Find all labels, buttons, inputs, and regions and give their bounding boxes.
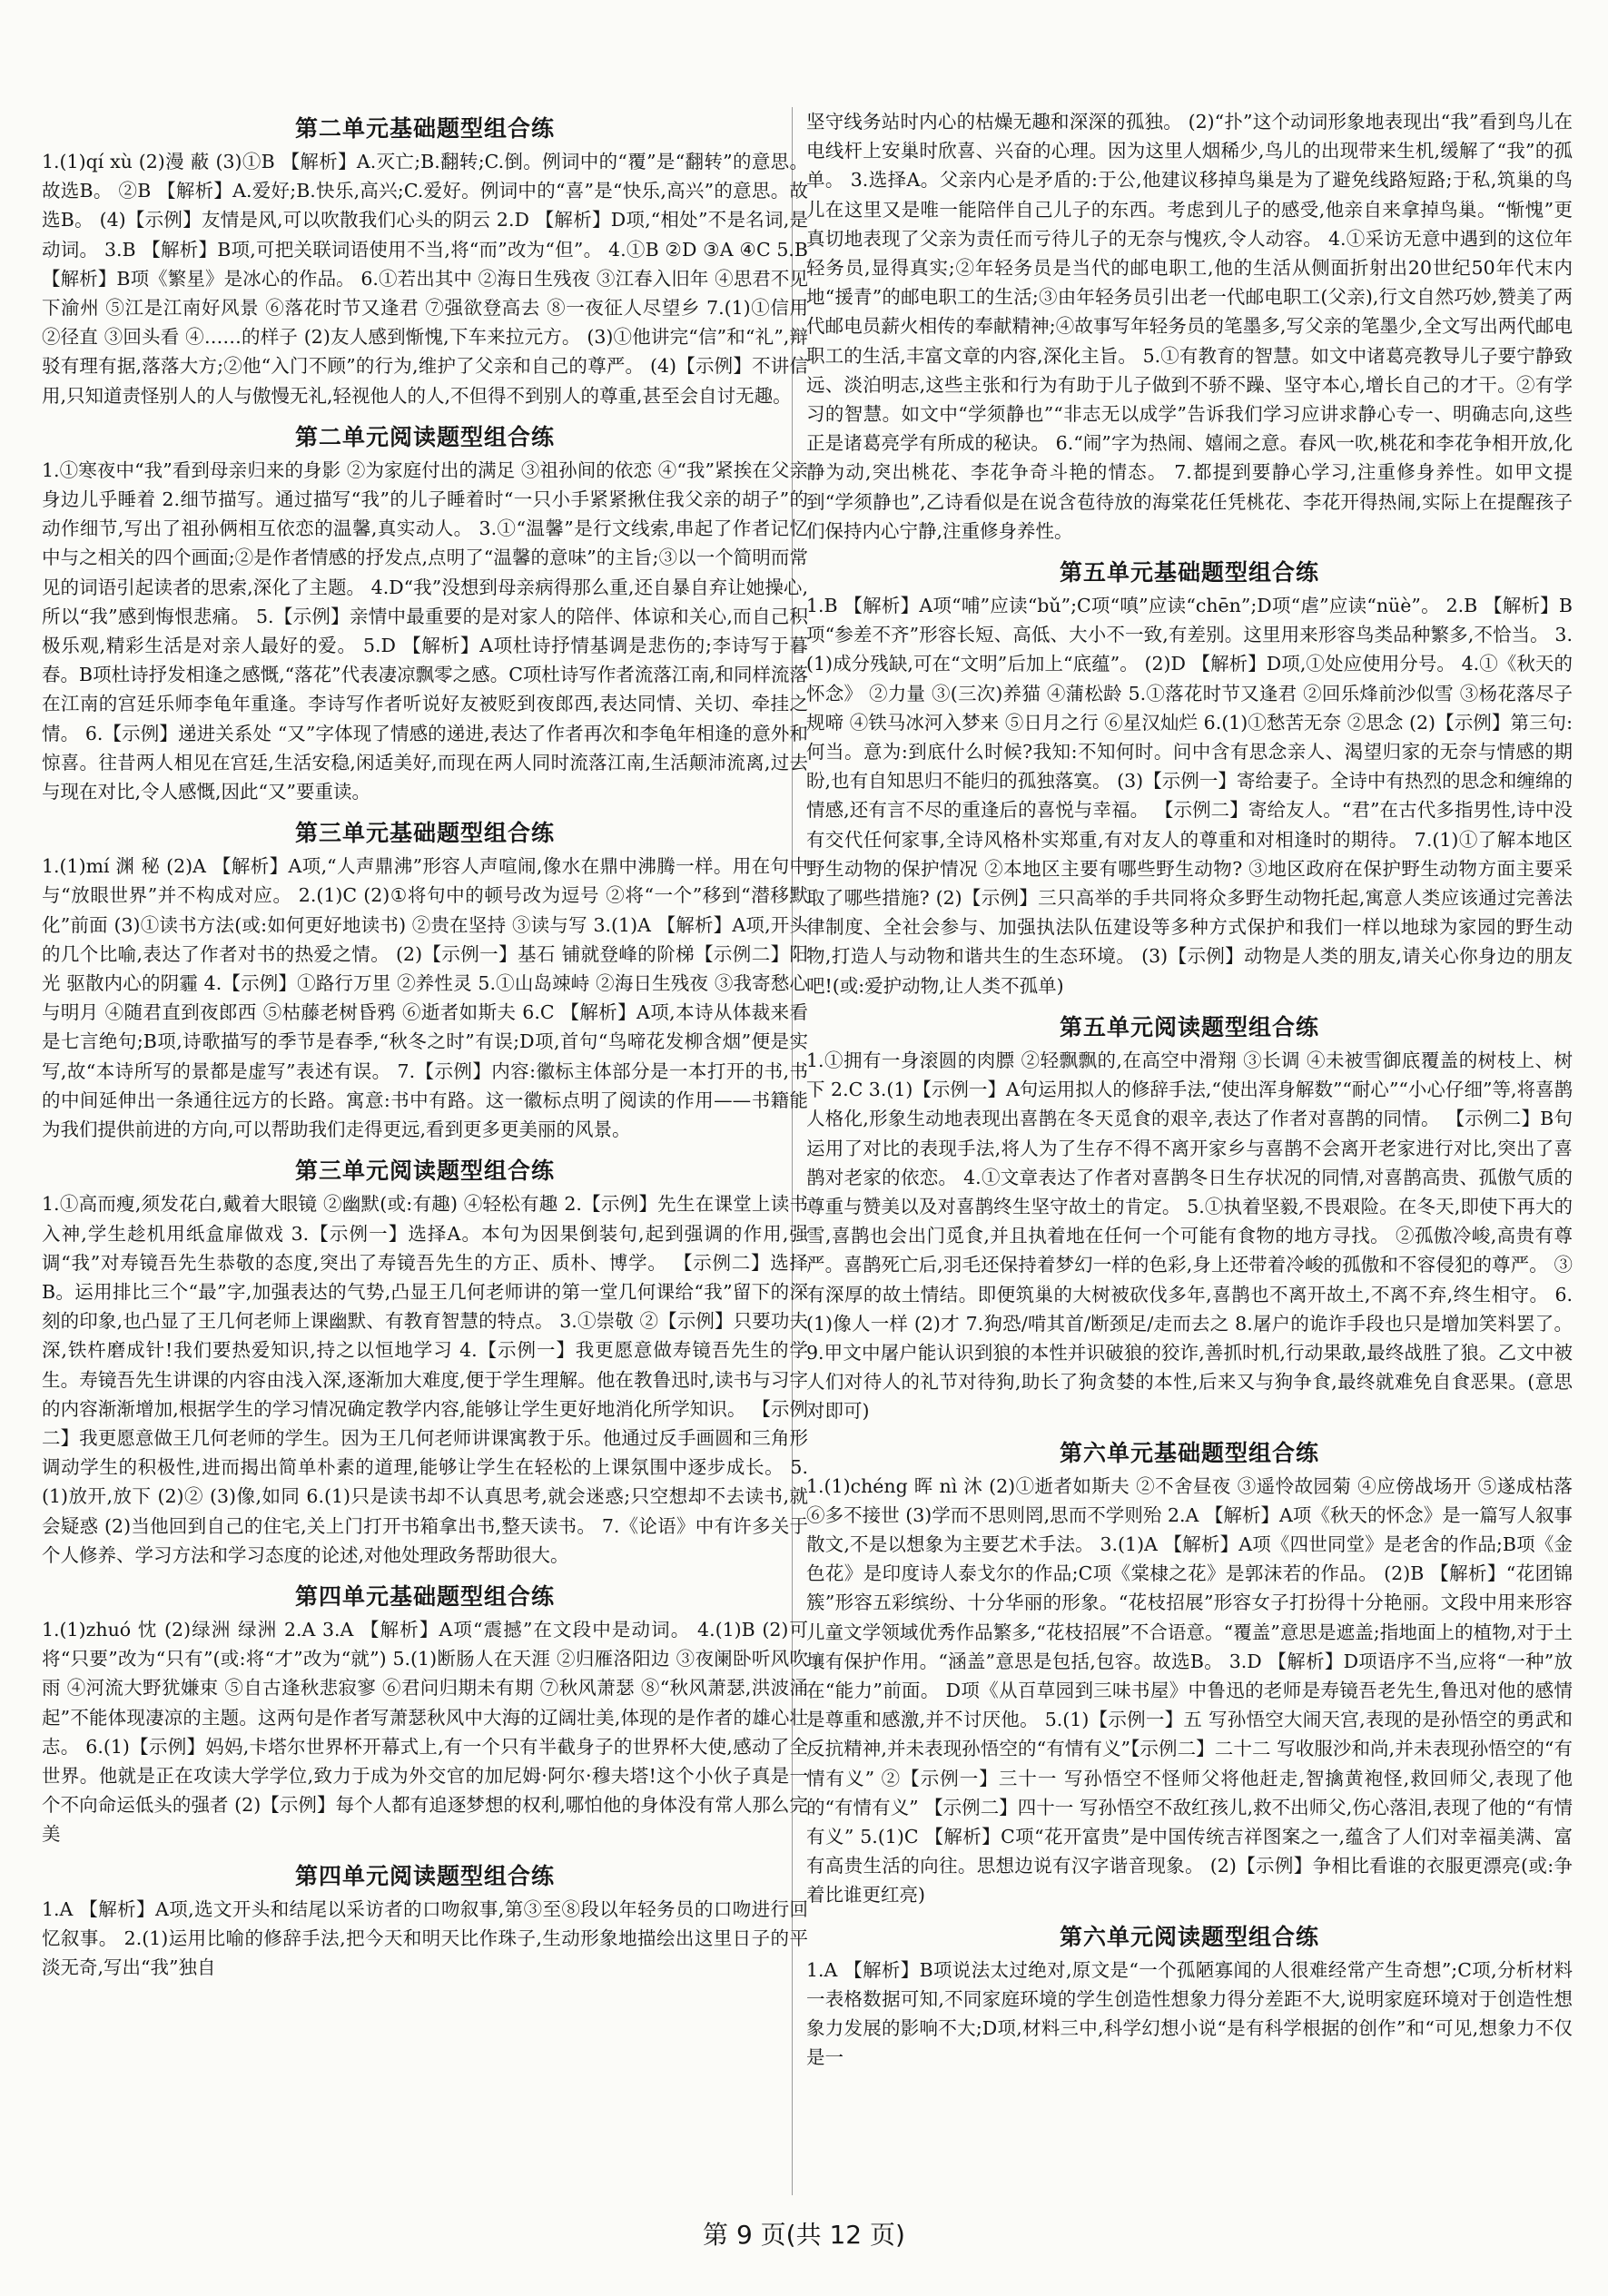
left-column: [42, 107, 808, 1991]
section-title: 第五单元阅读题型组合练: [1059, 1013, 1319, 1040]
section-title: 第六单元阅读题型组合练: [1059, 1923, 1319, 1950]
section-unit2-basic: [42, 111, 808, 410]
section-title: 第二单元阅读题型组合练: [294, 423, 555, 450]
section-title: 第三单元基础题型组合练: [294, 820, 555, 847]
section-unit3-reading: [42, 1153, 808, 1570]
section-title: 第四单元基础题型组合练: [294, 1582, 555, 1610]
section-unit2-reading: [42, 419, 808, 806]
section-body: 1.(1)chéng 晖 nì 沐 (2)①逝者如斯夫 ②不舍昼夜 ③遥怜故园菊 ④应傍战场开 ⑤遂成枯落 ⑥多不接世 (3)学而不思则罔,思而不学则殆 2.A 【解析】A项《秋天的怀念》是一篇写人叙事散文,不是以想象为主要艺术手法。 3.(1)A 【解析】A项《四世同堂》是老舍的作品;B项《金色花》是印度诗人泰戈尔的作品;C项《棠棣之花》是郭沫若的作品。 (2)B 【解析】“花团锦簇”形容五彩缤纷、十分华丽的形象。“花枝招展”形容女子打扮得十分艳丽。文段中用来形容儿童文学领域优秀作品繁多,“花枝招展”不合语意。“覆盖”意思是遮盖;指地面上的植物,对于土壤有保护作用。“涵盖”意思是包括,包容。故选B。 3.D 【解析】D项语序不当,应将“一种”放在“能力”前面。 D项《从百草园到三味书屋》中鲁迅的老师是寿镜吾老先生,鲁迅对他的感情是尊重和感激,并不讨厌他。 5.(1)【示例一】五 写孙悟空大闹天宫,表现的是孙悟空的勇武和反抗精神,并未表现孙悟空的“有情有义”【示例二】二十二 写收服沙和尚,并未表现孙悟空的“有情有义” ②【示例一】三十一 写孙悟空不怪师父将他赶走,智擒黄袍怪,救回师父,表现了他的“有情有义” 【示例二】四十一 写孙悟空不敌红孩儿,救不出师父,伤心落泪,表现了他的“有情有义” 5.(1)C 【解析】C项“花开富贵”是中国传统吉祥图案之一,蕴含了人们对幸福美满、富有高贵生活的向往。思想边说有汉字谐音现象。 (2)【示例】争相比看谁的衣服更漂亮(或:争着比谁更红亮): [806, 1474, 1573, 1907]
section-title: 第二单元基础题型组合练: [294, 115, 555, 142]
section-title: 第三单元阅读题型组合练: [294, 1158, 555, 1185]
section-body: 1.B 【解析】A项“哺”应读“bǔ”;C项“嗔”应读“chēn”;D项“虐”应读“nüè”。 2.B 【解析】B项“参差不齐”形容长短、高低、大小不一致,有差别。这里用来形容鸟类品种繁多,不恰当。 3.(1)成分残缺,可在“文明”后加上“底蕴”。 (2)D 【解析】D项,①处应使用分号。 4.①《秋天的怀念》 ②力量 ③(三次)养猫 ④蒲松龄 5.①落花时节又逢君 ②回乐烽前沙似雪 ③杨花落尽子规啼 ④铁马冰河入梦来 ⑤日月之行 ⑥星汉灿烂 6.(1)①愁苦无奈 ②思念 (2)【示例】第三句:何当。意为:到底什么时候?我知:不知何时。问中含有思念亲人、渴望归家的无奈与情感的期盼,也有自知思归不能归的孤独落寞。 (3)【示例一】寄给妻子。全诗中有热烈的思念和缠绵的情感,还有言不尽的重逢后的喜悦与幸福。 【示例二】寄给友人。“君”在古代多指男性,诗中没有交代任何家事,全诗风格朴实郑重,有对友人的尊重和对相逢时的期待。 7.(1)①了解本地区野生动物的保护情况 ②本地区主要有哪些野生动物? ③地区政府在保护野生动物方面主要采取了哪些措施? (2)【示例】三只高举的手共同将众多野生动物托起,寓意人类应该通过完善法律制度、全社会参与、加强执法队伍建设等多种方式保护和我们一样以地球为家园的野生动物,打造人与动物和谐共生的生态环境。 (3)【示例】动物是人类的朋友,请关心你身边的朋友吧!(或:爱护动物,让人类不孤单): [806, 595, 1573, 997]
section-unit4-reading-continued: [806, 107, 1573, 546]
section-unit4-reading: [42, 1858, 808, 1983]
section-unit3-basic: [42, 815, 808, 1144]
page-footer: 第 9 页(共 12 页): [703, 2220, 905, 2250]
section-unit6-reading: [806, 1919, 1573, 2073]
section-body: 1.①高而瘦,须发花白,戴着大眼镜 ②幽默(或:有趣) ④轻松有趣 2.【示例】先生在课堂上读书入神,学生趁机用纸盒扉做戏 3.【示例一】选择A。本句为因果倒装句,起到强调的作用,强调“我”对寿镜吾先生恭敬的态度,突出了寿镜吾先生的方正、质朴、博学。 【示例二】选择B。运用排比三个“最”字,加强表达的气势,凸显王几何老师讲的第一堂几何课给“我”留下的深刻的印象,也凸显了王几何老师上课幽默、有教育智慧的特点。 3.①崇敬 ②【示例】只要功夫深,铁杵磨成针!我们要热爱知识,持之以恒地学习 4.【示例一】我更愿意做寿镜吾先生的学生。寿镜吾先生讲课的内容由浅入深,逐渐加大难度,便于学生理解。他在教鲁迅时,读书与习字的内容渐渐增加,根据学生的学习情况确定教学内容,能够让学生更好地消化所学知识。 【示例二】我更愿意做王几何老师的学生。因为王几何老师讲课寓教于乐。他通过反手画圆和三角形调动学生的积极性,进而揭出简单朴素的道理,能够让学生在轻松的上课氛围中逐步成长。 5.(1)放开,放下 (2)② (3)像,如同 6.(1)只是读书却不认真思考,就会迷惑;只空想却不去读书,就会疑惑 (2)当他回到自己的住宅,关上门打开书箱拿出书,整天读书。 7.《论语》中有许多关于个人修养、学习方法和学习态度的论述,对他处理政务帮助很大。: [42, 1193, 808, 1566]
section-unit5-basic: [806, 555, 1573, 1000]
section-unit5-reading: [806, 1010, 1573, 1426]
section-body: 坚守线务站时内心的枯燥无趣和深深的孤独。 (2)“扑”这个动词形象地表现出“我”看到鸟儿在电线杆上安巢时欣喜、兴奋的心理。因为这里人烟稀少,鸟儿的出现带来生机,缓解了“我”的孤单。 3.选择A。父亲内心是矛盾的:于公,他建议移掉鸟巢是为了避免线路短路;于私,筑巢的鸟儿在这里又是唯一能陪伴自己儿子的东西。考虑到儿子的感受,他亲自来拿掉鸟巢。“惭愧”更真切地表现了父亲为责任而亏待儿子的无奈与愧疚,令人动容。 4.①采访无意中遇到的这位年轻务员,显得真实;②年轻务员是当代的邮电职工,他的生活从侧面折射出20世纪50年代末内地“援青”的邮电职工的生活;③由年轻务员引出老一代邮电职工(父亲),行文自然巧妙,赞美了两代邮电员薪火相传的奉献精神;④故事写年轻务员的笔墨多,写父亲的笔墨少,全文写出两代邮电职工的生活,丰富文章的内容,深化主旨。 5.①有教育的智慧。如文中诸葛亮教导儿子要宁静致远、淡泊明志,这些主张和行为有助于儿子做到不骄不躁、坚守本心,增长自己的才干。②有学习的智慧。如文中“学须静也”“非志无以成学”告诉我们学习应讲求静心专一、明确志向,这些正是诸葛亮学有所成的秘诀。 6.“闹”字为热闹、嬉闹之意。春风一吹,桃花和李花争相开放,化静为动,突出桃花、李花争奇斗艳的情态。 7.都提到要静心学习,注重修身养性。如甲文提到“学须静也”,乙诗看似是在说含苞待放的海棠花任凭桃花、李花开得热闹,实际上在提醒孩子们保持内心宁静,注重修身养性。: [806, 111, 1573, 542]
section-body: 1.①寒夜中“我”看到母亲归来的身影 ②为家庭付出的满足 ③祖孙间的依恋 ④“我”紧挨在父亲身边儿乎睡着 2.细节描写。通过描写“我”的儿子睡着时“一只小手紧紧揪住我父亲的胡子”的动作细节,写出了祖孙俩相互依恋的温馨,真实动人。 3.①“温馨”是行文线索,串起了作者记忆中与之相关的四个画面;②是作者情感的抒发点,点明了“温馨的意味”的主旨;③以一个简明而常见的词语引起读者的思索,深化了主题。 4.D“我”没想到母亲病得那么重,还自暴自弃让她操心,所以“我”感到悔恨悲痛。 5.【示例】亲情中最重要的是对家人的陪伴、体谅和关心,而自己积极乐观,精彩生活是对亲人最好的爱。 5.D 【解析】A项杜诗抒情基调是悲伤的;李诗写于暮春。B项杜诗抒发相逢之感慨,“落花”代表凄凉飘零之感。C项杜诗写作者流落江南,和同样流落在江南的宫廷乐师李龟年重逢。李诗写作者听说好友被贬到夜郎西,表达同情、关切、牵挂之情。 6.【示例】递进关系处 “又”字体现了情感的递进,表达了作者再次和李龟年相逢的意外和惊喜。往昔两人相见在宫廷,生活安稳,闲适美好,而现在两人同时流落江南,生活颠沛流离,过去与现在对比,令人感慨,因此“又”要重读。: [42, 458, 808, 803]
section-body: 1.A 【解析】A项,选文开头和结尾以采访者的口吻叙事,第③至⑧段以年轻务员的口吻进行回忆叙事。 2.(1)运用比喻的修辞手法,把今天和明天比作珠子,生动形象地描绘出这里日子的平淡无奇,写出“我”独自: [42, 1897, 808, 1978]
right-column: [806, 107, 1573, 2081]
section-body: 1.①拥有一身滚圆的肉膘 ②轻飘飘的,在高空中滑翔 ③长调 ④未被雪御底覆盖的树枝上、树下 2.C 3.(1)【示例一】A句运用拟人的修辞手法,“使出浑身解数”“耐心”“小心仔细”等,将喜鹊人格化,形象生动地表现出喜鹊在冬天觅食的艰辛,表达了作者对喜鹊的同情。 【示例二】B句运用了对比的表现手法,将人为了生存不得不离开家乡与喜鹊不会离开老家进行对比,突出了喜鹊对老家的依恋。 4.①文章表达了作者对喜鹊冬日生存状况的同情,对喜鹊高贵、孤傲气质的尊重与赞美以及对喜鹊终生坚守故土的肯定。 5.①执着坚毅,不畏艰险。在冬天,即使下再大的雪,喜鹊也会出门觅食,并且执着地在任何一个可能有食物的地方寻找。 ②孤傲冷峻,高贵有尊严。喜鹊死亡后,羽毛还保持着梦幻一样的色彩,身上还带着冷峻的孤傲和不容侵犯的尊严。 ③有深厚的故土情结。即便筑巢的大树被砍伐多年,喜鹊也不离开故土,不离不弃,终生相守。 6.(1)像人一样 (2)才 7.狗恐/啃其首/断颈足/走而去之 8.屠户的诡诈手段也只是增加笑料罢了。 9.甲文中屠户能认识到狼的本性并识破狼的狡诈,善抓时机,行动果敢,最终战胜了狼。乙文中被人们对待人的礼节对待狗,助长了狗贪婪的本性,后来又与狗争食,最终就难免自食恶果。(意思对即可): [806, 1049, 1573, 1423]
section-unit4-basic: [42, 1579, 808, 1849]
section-body: 1.A 【解析】B项说法太过绝对,原文是“一个孤陋寡闻的人很难经常产生奇想”;C项,分析材料一表格数据可知,不同家庭环境的学生创造性想象力得分差距不大,说明家庭环境对于创造性想象力发展的影响不大;D项,材料三中,科学幻想小说“是有科学根据的创作”和“可见,想象力不仅是一: [806, 1958, 1573, 2069]
section-title: 第五单元基础题型组合练: [1059, 559, 1319, 586]
section-body: 1.(1)mí 渊 秘 (2)A 【解析】A项,“人声鼎沸”形容人声喧闹,像水在鼎中沸腾一样。用在句中与“放眼世界”并不构成对应。 2.(1)C (2)①将句中的顿号改为逗号 ②将“一个”移到“潜移默化”前面 (3)①读书方法(或:如何更好地读书) ②贵在坚持 ③读与写 3.(1)A 【解析】A项,开头的几个比喻,表达了作者对书的热爱之情。 (2)【示例一】基石 铺就登峰的阶梯【示例二】阳光 驱散内心的阴霾 4.【示例】①路行万里 ②养性灵 5.①山岛竦峙 ②海日生残夜 ③我寄愁心与明月 ④随君直到夜郎西 ⑤枯藤老树昏鸦 ⑥逝者如斯夫 6.C 【解析】A项,本诗从体裁来看是七言绝句;B项,诗歌描写的季节是春季,“秋冬之时”有误;D项,首句“鸟啼花发柳含烟”便是实写,故“本诗所写的景都是虚写”表述有误。 7.【示例】内容:徽标主体部分是一本打开的书,书的中间延伸出一条通往远方的长路。寓意:书中有路。这一徽标点明了阅读的作用——书籍能为我们提供前进的方向,可以帮助我们走得更远,看到更多更美丽的风景。: [42, 855, 808, 1141]
section-unit6-basic: [806, 1435, 1573, 1910]
section-body: 1.(1)qí xù (2)漫 蔽 (3)①B 【解析】A.灭亡;B.翻转;C.倒。例词中的“覆”是“翻转”的意思。故选B。 ②B 【解析】A.爱好;B.快乐,高兴;C.爱好。例词中的“喜”是“快乐,高兴”的意思。故选B。 (4)【示例】友情是风,可以吹散我们心头的阴云 2.D 【解析】D项,“相处”不是名词,是动词。 3.B 【解析】B项,可把关联词语使用不当,将“而”改为“但”。 4.①B ②D ③A ④C 5.B 【解析】B项《繁星》是冰心的作品。 6.①若出其中 ②海日生残夜 ③江春入旧年 ④思君不见下渝州 ⑤江是江南好风景 ⑥落花时节又逢君 ⑦强欲登高去 ⑧一夜征人尽望乡 7.(1)①信用 ②径直 ③回头看 ④……的样子 (2)友人感到惭愧,下车来拉元方。 (3)①他讲完“信”和“礼”,辩驳有理有据,落落大方;②他“入门不顾”的行为,维护了父亲和自己的尊严。 (4)【示例】不讲信用,只知道责怪别人的人与傲慢无礼,轻视他人的人,不但得不到别人的尊重,甚至会自讨无趣。: [42, 151, 808, 407]
section-title: 第六单元基础题型组合练: [1059, 1439, 1319, 1466]
section-body: 1.(1)zhuó 忱 (2)绿洲 绿洲 2.A 3.A 【解析】A项“震撼”在文段中是动词。 4.(1)B (2)可将“只要”改为“只有”(或:将“才”改为“就”) 5.(1)断肠人在天涯 ②归雁洛阳边 ③夜阑卧听风吹雨 ④河流大野犹嫌束 ⑤自古逢秋悲寂寥 ⑥君问归期未有期 ⑦秋风萧瑟 ⑧“秋风萧瑟,洪波涌起”不能体现凄凉的主题。这两句是作者写萧瑟秋风中大海的辽阔壮美,体现的是作者的雄心壮志。 6.(1)【示例】妈妈,卡塔尔世界杯开幕式上,有一个只有半截身子的世界杯大使,感动了全世界。他就是正在攻读大学学位,致力于成为外交官的加尼姆·阿尔·穆夫塔!这个小伙子真是一个不向命运低头的强者 (2)【示例】每个人都有追逐梦想的权利,哪怕他的身体没有常人那么完美: [42, 1618, 808, 1846]
section-title: 第四单元阅读题型组合练: [294, 1862, 555, 1889]
